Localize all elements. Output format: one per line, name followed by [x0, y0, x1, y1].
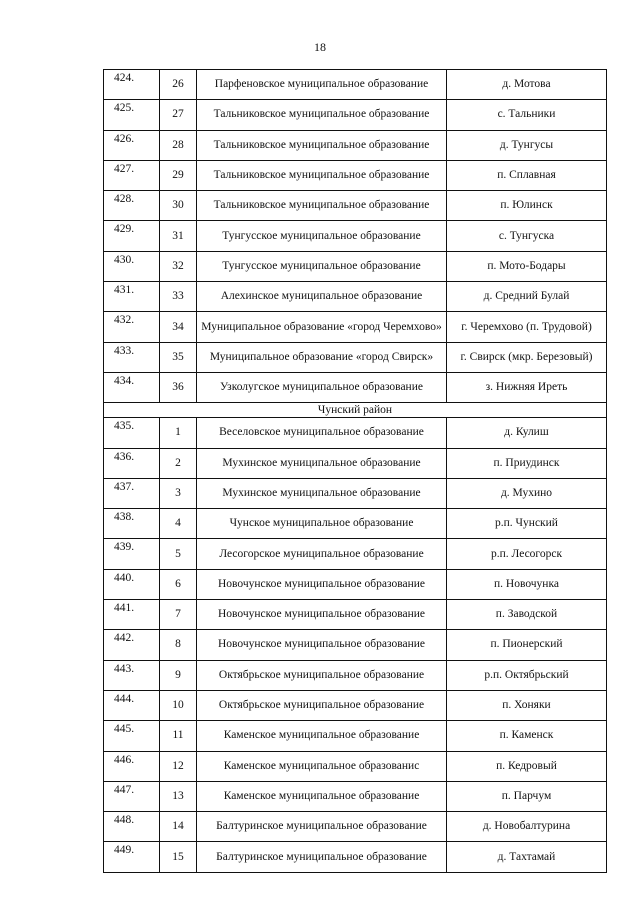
settlement-name: п. Пионерский: [447, 630, 607, 660]
row-subnumber: 1: [160, 418, 197, 448]
table-row: [104, 478, 607, 508]
row-number: 440.: [104, 569, 160, 599]
table-row: [104, 751, 607, 781]
page-number: 18: [314, 40, 326, 54]
table-row: [104, 539, 607, 569]
row-subnumber: 30: [160, 191, 197, 221]
row-subnumber: 27: [160, 100, 197, 130]
row-number: 426.: [104, 130, 160, 160]
municipality-name: Муниципальное образование «город Черемхово»: [197, 312, 447, 342]
settlement-name: р.п. Лесогорск: [447, 539, 607, 569]
row-number: 437.: [104, 478, 160, 508]
settlement-name: д. Средний Булай: [447, 282, 607, 312]
municipality-name: Алехинское муниципальное образование: [197, 282, 447, 312]
municipality-name: Балтуринское муниципальное образование: [197, 842, 447, 872]
settlement-name: р.п. Октябрьский: [447, 660, 607, 690]
settlement-name: д. Тунгусы: [447, 130, 607, 160]
municipality-name: Тунгусское муниципальное образование: [197, 221, 447, 251]
row-subnumber: 26: [160, 70, 197, 100]
settlement-name: п. Приудинск: [447, 448, 607, 478]
row-subnumber: 9: [160, 660, 197, 690]
table-row: [104, 70, 607, 100]
settlement-name: г. Черемхово (п. Трудовой): [447, 312, 607, 342]
table-row: [104, 282, 607, 312]
municipality-name: Балтуринское муниципальное образование: [197, 812, 447, 842]
municipality-name: Тальниковское муниципальное образование: [197, 160, 447, 190]
settlement-name: д. Тахтамай: [447, 842, 607, 872]
municipality-name: Тальниковское муниципальное образование: [197, 191, 447, 221]
municipality-name: Тальниковское муниципальное образование: [197, 130, 447, 160]
settlement-name: п. Сплавная: [447, 160, 607, 190]
settlement-name: д. Новобалтурина: [447, 812, 607, 842]
municipality-name: Узколугское муниципальное образование: [197, 372, 447, 402]
settlement-name: с. Тунгуска: [447, 221, 607, 251]
row-number: 441.: [104, 600, 160, 630]
table-row: [104, 812, 607, 842]
row-number: 445.: [104, 721, 160, 751]
settlement-name: п. Мото-Бодары: [447, 251, 607, 281]
row-subnumber: 13: [160, 781, 197, 811]
municipality-name: Каменское муниципальное образование: [197, 781, 447, 811]
table-row: [104, 448, 607, 478]
table-row: [104, 191, 607, 221]
row-number: 436.: [104, 448, 160, 478]
table-row: [104, 251, 607, 281]
table-row: [104, 372, 607, 402]
municipality-name: Тунгусское муниципальное образование: [197, 251, 447, 281]
row-subnumber: 11: [160, 721, 197, 751]
table-row: [104, 160, 607, 190]
row-number: 439.: [104, 539, 160, 569]
municipality-name: Октябрьское муниципальное образование: [197, 660, 447, 690]
municipality-name: Каменское муниципальное образованис: [197, 751, 447, 781]
settlements-table-body: [104, 70, 607, 873]
row-number: 427.: [104, 160, 160, 190]
municipality-name: Каменское муниципальное образование: [197, 721, 447, 751]
row-subnumber: 32: [160, 251, 197, 281]
row-number: 425.: [104, 100, 160, 130]
table-row: [104, 509, 607, 539]
municipality-name: Мухинское муниципальное образование: [197, 478, 447, 508]
table-row: [104, 600, 607, 630]
settlement-name: п. Каменск: [447, 721, 607, 751]
row-subnumber: 29: [160, 160, 197, 190]
row-number: 428.: [104, 191, 160, 221]
row-number: 432.: [104, 312, 160, 342]
row-number: 447.: [104, 781, 160, 811]
settlement-name: д. Мотова: [447, 70, 607, 100]
municipality-name: Муниципальное образование «город Свирск»: [197, 342, 447, 372]
table-row: [104, 721, 607, 751]
settlement-name: г. Свирск (мкр. Березовый): [447, 342, 607, 372]
row-number: 433.: [104, 342, 160, 372]
row-subnumber: 4: [160, 509, 197, 539]
row-number: 435.: [104, 418, 160, 448]
table-row: [104, 418, 607, 448]
row-number: 429.: [104, 221, 160, 251]
table-row: [104, 842, 607, 872]
row-subnumber: 28: [160, 130, 197, 160]
row-subnumber: 34: [160, 312, 197, 342]
settlement-name: д. Мухино: [447, 478, 607, 508]
row-number: 430.: [104, 251, 160, 281]
municipality-name: Чунское муниципальное образование: [197, 509, 447, 539]
row-subnumber: 36: [160, 372, 197, 402]
row-subnumber: 31: [160, 221, 197, 251]
municipality-name: Октябрьское муниципальное образование: [197, 690, 447, 720]
settlement-name: с. Тальники: [447, 100, 607, 130]
section-title: Чунский район: [104, 403, 607, 418]
row-number: 446.: [104, 751, 160, 781]
row-number: 438.: [104, 509, 160, 539]
row-number: 448.: [104, 812, 160, 842]
municipality-name: Веселовское муниципальное образование: [197, 418, 447, 448]
municipality-name: Тальниковское муниципальное образование: [197, 100, 447, 130]
settlements-table: [103, 69, 607, 873]
table-row: [104, 630, 607, 660]
table-row: [104, 690, 607, 720]
row-subnumber: 35: [160, 342, 197, 372]
row-subnumber: 7: [160, 600, 197, 630]
municipality-name: Новочунское муниципальное образование: [197, 600, 447, 630]
row-number: 443.: [104, 660, 160, 690]
table-row: [104, 342, 607, 372]
table-row: [104, 781, 607, 811]
settlement-name: п. Кедровый: [447, 751, 607, 781]
row-subnumber: 33: [160, 282, 197, 312]
row-subnumber: 15: [160, 842, 197, 872]
row-subnumber: 8: [160, 630, 197, 660]
row-number: 444.: [104, 690, 160, 720]
table-row: [104, 569, 607, 599]
row-subnumber: 2: [160, 448, 197, 478]
municipality-name: Новочунское муниципальное образование: [197, 569, 447, 599]
row-subnumber: 12: [160, 751, 197, 781]
settlement-name: р.п. Чунский: [447, 509, 607, 539]
table-row: [104, 130, 607, 160]
table-row: [104, 312, 607, 342]
table-row: [104, 221, 607, 251]
municipality-name: Парфеновское муниципальное образование: [197, 70, 447, 100]
row-number: 424.: [104, 70, 160, 100]
settlement-name: з. Нижняя Иреть: [447, 372, 607, 402]
row-number: 449.: [104, 842, 160, 872]
row-number: 442.: [104, 630, 160, 660]
table-row: [104, 100, 607, 130]
row-subnumber: 10: [160, 690, 197, 720]
row-subnumber: 6: [160, 569, 197, 599]
municipality-name: Мухинское муниципальное образование: [197, 448, 447, 478]
section-header-row: [104, 403, 607, 418]
settlement-name: д. Кулиш: [447, 418, 607, 448]
settlement-name: п. Хоняки: [447, 690, 607, 720]
row-subnumber: 5: [160, 539, 197, 569]
row-number: 431.: [104, 282, 160, 312]
settlement-name: п. Заводской: [447, 600, 607, 630]
municipality-name: Новочунское муниципальное образование: [197, 630, 447, 660]
municipality-name: Лесогорское муниципальное образование: [197, 539, 447, 569]
row-subnumber: 3: [160, 478, 197, 508]
row-subnumber: 14: [160, 812, 197, 842]
settlement-name: п. Новочунка: [447, 569, 607, 599]
settlement-name: п. Парчум: [447, 781, 607, 811]
settlement-name: п. Юлинск: [447, 191, 607, 221]
table-row: [104, 660, 607, 690]
row-number: 434.: [104, 372, 160, 402]
